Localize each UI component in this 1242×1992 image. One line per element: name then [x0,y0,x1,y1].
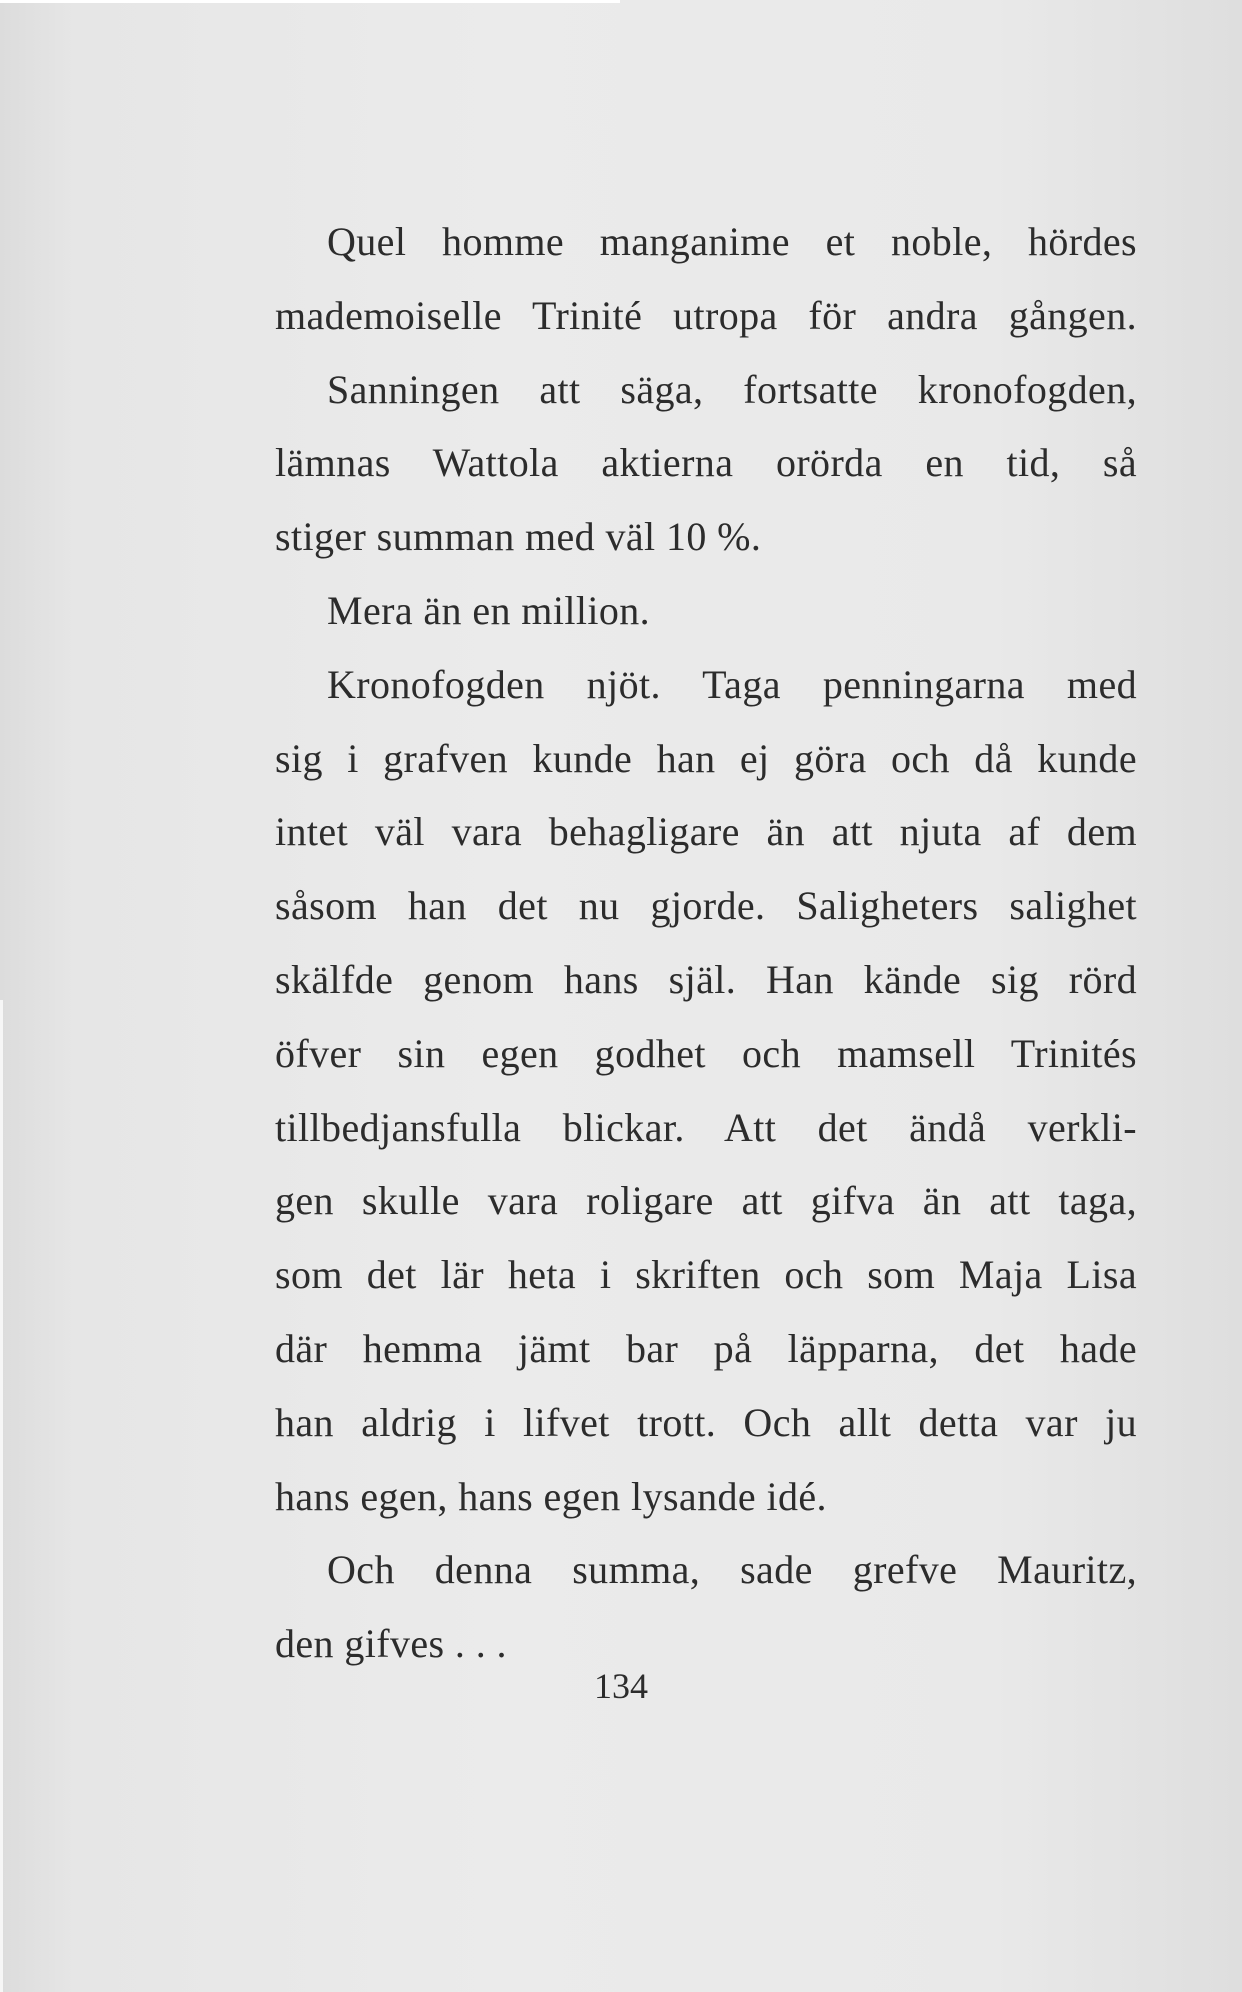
scan-edge-left [0,1000,3,1992]
scan-edge-top [0,0,620,3]
text-line: hans egen, hans egen lysande idé. [275,1473,827,1519]
text-line: gen skulle vara roligare att gifva än att taga, [275,1178,1137,1224]
text-line: som det lär heta i skriften och som Maja Lisa [275,1252,1137,1298]
text-line: Kronofogden njöt. Taga penningarna med [327,661,1137,707]
text-line: sig i grafven kunde han ej göra och då kunde [275,735,1137,781]
text-line: stiger summan med väl 10 %. [275,514,762,560]
text-line: mademoiselle Trinité utropa för andra gången. [275,292,1137,338]
text-line: där hemma jämt bar på läpparna, det hade [275,1325,1137,1371]
text-line: lämnas Wattola aktierna orörda en tid, så [275,440,1137,486]
text-line: öfver sin egen godhet och mamsell Trinités [275,1030,1137,1076]
text-line: Quel homme manganime et noble, hördes [327,219,1137,264]
text-line: Och denna summa, sade grefve Mauritz, [327,1547,1137,1593]
text-line: skälfde genom hans själ. Han kände sig rörd [275,956,1137,1002]
text-line: han aldrig i lifvet trott. Och allt detta var ju [275,1399,1137,1445]
text-line: Sanningen att säga, fortsatte kronofogden, [327,366,1137,412]
text-line: Mera än en million. [327,587,651,633]
text-line: intet väl vara behagligare än att njuta af dem [275,809,1137,855]
page-number: 134 [594,1666,648,1706]
body-text [275,212,1137,1688]
text-line: såsom han det nu gjorde. Saligheters salighet [275,883,1137,929]
text-line: den gifves . . . [275,1621,507,1667]
text-line: tillbedjansfulla blickar. Att det ändå verkli- [275,1104,1137,1150]
